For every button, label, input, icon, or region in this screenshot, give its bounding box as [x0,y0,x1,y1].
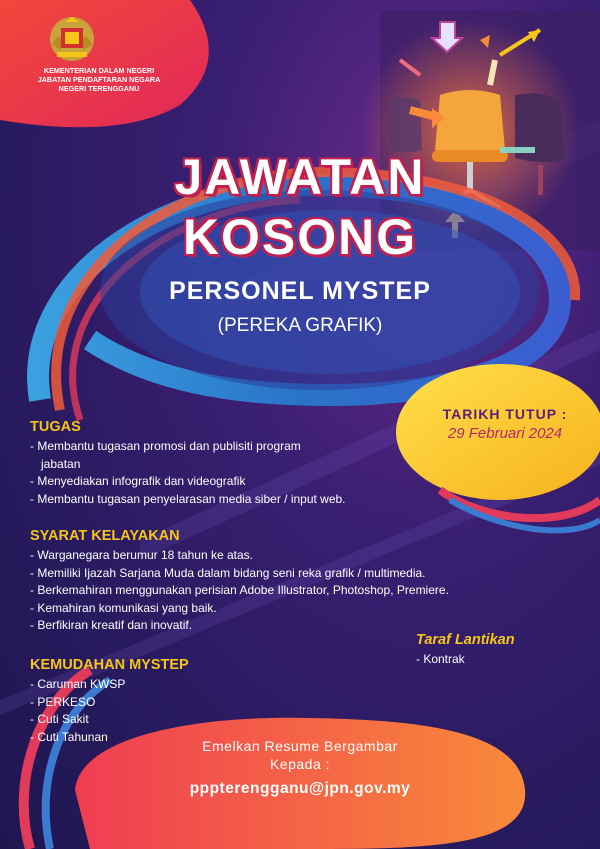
malaysia-coat-of-arms-icon [47,14,97,64]
list-item: - Cuti Tahunan [30,729,108,744]
list-item: - Memiliki Ijazah Sarjana Muda dalam bidang seni reka grafik / multimedia. [30,565,426,580]
list-item: - Menyediakan infografik dan videografik [30,474,246,488]
position-role: (PEREKA GRAFIK) [217,315,383,336]
deadline-badge [415,406,595,442]
tugas-section [30,419,346,508]
agency-name [14,66,184,93]
deadline-label: TARIKH TUTUP : [442,406,568,422]
agency-line-2: JABATAN PENDAFTARAN NEGARA [37,75,161,84]
title-line-2: KOSONG [182,209,418,265]
title-line-1: JAWATAN [174,149,426,205]
tugas-title: TUGAS [30,419,81,435]
deadline-date: 29 Februari 2024 [447,425,563,442]
list-item: - Cuti Sakit [30,712,89,726]
taraf-section [416,632,515,669]
list-item: - Kontrak [416,652,465,666]
list-item: - Membantu tugasan promosi dan publisiti program [30,439,301,453]
kemudahan-section [30,657,189,746]
list-item: - Caruman KWSP [30,677,126,691]
list-item: - Berfikiran kreatif dan inovatif. [30,618,193,632]
list-item: - Berkemahiran menggunakan perisian Adobe Illustrator, Photoshop, Premiere. [30,583,449,597]
contact-to: Kepada : [269,756,331,772]
position-name: PERSONEL MYSTEP [169,277,431,305]
list-item: - Membantu tugasan penyelarasan media siber / input web. [30,491,346,506]
contact-email[interactable]: pppterengganu@jpn.gov.my [189,780,411,797]
list-item: - Warganegara berumur 18 tahun ke atas. [30,548,254,562]
syarat-section [30,528,449,635]
list-item: jabatan [41,456,81,471]
list-item: - Kemahiran komunikasi yang baik. [30,600,217,615]
list-item: - PERKESO [30,694,96,709]
syarat-title: SYARAT KELAYAKAN [30,528,180,544]
kemudahan-title: KEMUDAHAN MYSTEP [30,657,189,673]
contact-block [150,738,450,798]
taraf-title: Taraf Lantikan [416,632,515,648]
agency-line-1: KEMENTERIAN DALAM NEGERI [43,66,155,75]
contact-instruction: Emelkan Resume Bergambar [202,738,398,754]
agency-line-3: NEGERI TERENGGANU [58,84,140,93]
